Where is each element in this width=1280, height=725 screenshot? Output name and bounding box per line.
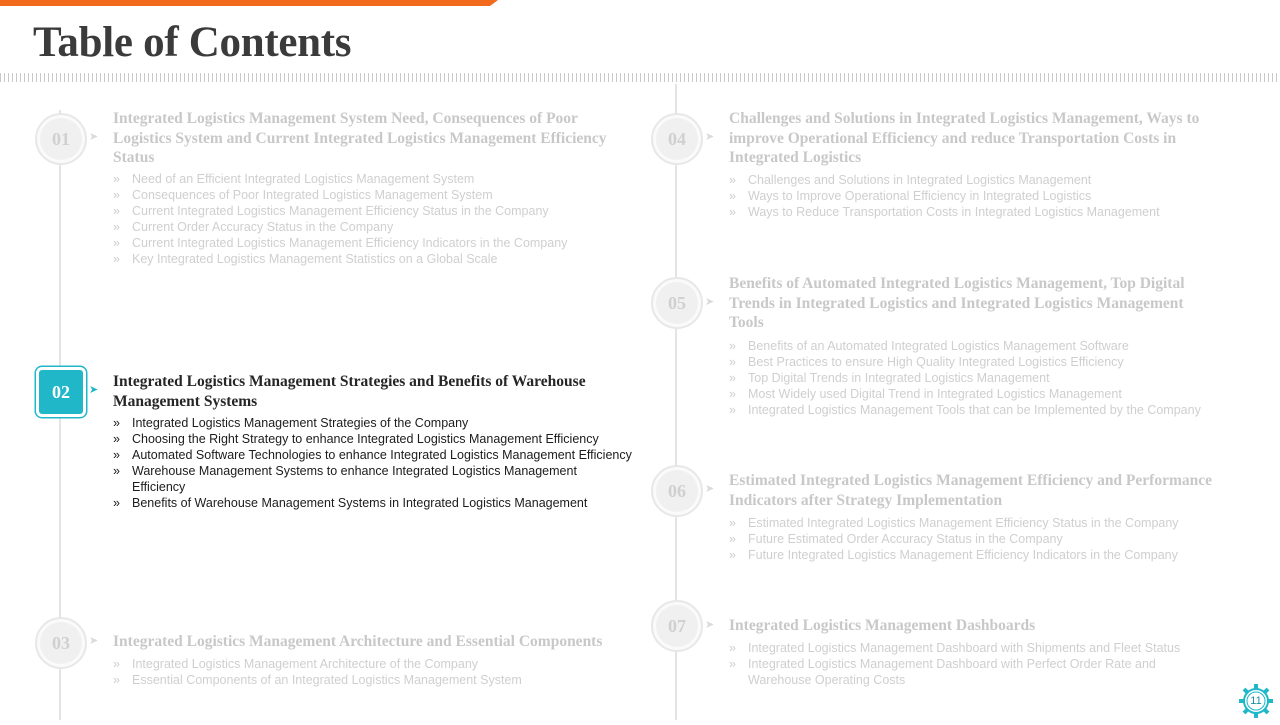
section-number-badge: 06 bbox=[651, 465, 703, 517]
section-number-badge-active: 02 bbox=[36, 367, 86, 417]
list-item[interactable]: » Current Integrated Logistics Management Efficiency Indicators in the Company bbox=[113, 235, 633, 251]
section-title[interactable]: Integrated Logistics Management Architecture and Essential Components bbox=[113, 633, 603, 650]
section-title[interactable]: Integrated Logistics Management Dashboards bbox=[729, 617, 1036, 634]
list-item[interactable]: » Current Order Accuracy Status in the Company bbox=[113, 219, 633, 235]
section-items bbox=[113, 171, 633, 267]
arrow-icon: ➤ bbox=[89, 384, 99, 396]
list-item[interactable]: » Choosing the Right Strategy to enhance Integrated Logistics Management Efficiency bbox=[113, 431, 633, 447]
arrow-icon: ➤ bbox=[705, 131, 715, 143]
page-number-badge bbox=[1237, 682, 1275, 720]
section-items bbox=[729, 515, 1249, 563]
list-item[interactable]: » Automated Software Technologies to enhance Integrated Logistics Management Efficiency bbox=[113, 447, 633, 463]
list-item[interactable]: » Integrated Logistics Management Dashboard with Shipments and Fleet Status bbox=[729, 640, 1199, 656]
top-accent-bar bbox=[0, 0, 490, 6]
list-item[interactable]: » Benefits of an Automated Integrated Logistics Management Software bbox=[729, 338, 1249, 354]
list-item[interactable]: » Key Integrated Logistics Management Statistics on a Global Scale bbox=[113, 251, 633, 267]
list-item[interactable]: » Integrated Logistics Management Dashboard with Perfect Order Rate and Warehouse Operating Costs bbox=[729, 656, 1199, 688]
section-title[interactable]: Benefits of Automated Integrated Logistics Management, Top Digital Trends in Integrated Logistics and Integrated Logistics Management Tools bbox=[729, 275, 1185, 331]
list-item[interactable]: » Consequences of Poor Integrated Logistics Management System bbox=[113, 187, 633, 203]
section-items-active bbox=[113, 415, 633, 511]
section-items bbox=[729, 172, 1249, 220]
list-item[interactable]: » Current Integrated Logistics Management Efficiency Status in the Company bbox=[113, 203, 633, 219]
list-item[interactable]: » Top Digital Trends in Integrated Logistics Management bbox=[729, 370, 1249, 386]
list-item[interactable]: » Integrated Logistics Management Architecture of the Company bbox=[113, 656, 633, 672]
list-item[interactable]: » Estimated Integrated Logistics Management Efficiency Status in the Company bbox=[729, 515, 1249, 531]
header-divider bbox=[0, 73, 1280, 82]
page-title: Table of Contents bbox=[33, 19, 352, 66]
arrow-icon: ➤ bbox=[89, 131, 99, 143]
arrow-icon: ➤ bbox=[705, 296, 715, 308]
list-item[interactable]: » Warehouse Management Systems to enhance Integrated Logistics Management Efficiency bbox=[113, 463, 633, 495]
list-item[interactable]: » Most Widely used Digital Trend in Integrated Logistics Management bbox=[729, 386, 1249, 402]
list-item[interactable]: » Ways to Reduce Transportation Costs in Integrated Logistics Management bbox=[729, 204, 1249, 220]
section-number-badge: 07 bbox=[651, 600, 703, 652]
list-item[interactable]: » Essential Components of an Integrated Logistics Management System bbox=[113, 672, 633, 688]
section-items bbox=[113, 656, 633, 688]
arrow-icon: ➤ bbox=[705, 619, 715, 631]
list-item[interactable]: » Benefits of Warehouse Management Systems in Integrated Logistics Management bbox=[113, 495, 633, 511]
section-title-active[interactable]: Integrated Logistics Management Strategies and Benefits of Warehouse Management Systems bbox=[113, 373, 586, 410]
page-number: 11 bbox=[1250, 695, 1262, 707]
list-item[interactable]: » Future Integrated Logistics Management Efficiency Indicators in the Company bbox=[729, 547, 1249, 563]
list-item[interactable]: » Integrated Logistics Management Tools that can be Implemented by the Company bbox=[729, 402, 1249, 418]
section-title[interactable]: Estimated Integrated Logistics Management Efficiency and Performance Indicators after Strategy Implementation bbox=[729, 472, 1212, 509]
arrow-icon: ➤ bbox=[705, 483, 715, 495]
list-item[interactable]: » Ways to Improve Operational Efficiency in Integrated Logistics bbox=[729, 188, 1249, 204]
list-item[interactable]: » Future Estimated Order Accuracy Status in the Company bbox=[729, 531, 1249, 547]
list-item[interactable]: » Challenges and Solutions in Integrated Logistics Management bbox=[729, 172, 1249, 188]
section-number-badge: 05 bbox=[651, 277, 703, 329]
list-item[interactable]: » Best Practices to ensure High Quality Integrated Logistics Efficiency bbox=[729, 354, 1249, 370]
section-items bbox=[729, 338, 1249, 418]
section-number-badge: 01 bbox=[35, 113, 87, 165]
list-item[interactable]: » Need of an Efficient Integrated Logistics Management System bbox=[113, 171, 633, 187]
section-items bbox=[729, 640, 1199, 688]
section-number-badge: 04 bbox=[651, 113, 703, 165]
section-title[interactable]: Challenges and Solutions in Integrated Logistics Management, Ways to improve Operational Efficiency and reduce Transportation Costs in Integrated Logistics bbox=[729, 110, 1200, 166]
section-number-badge: 03 bbox=[35, 617, 87, 669]
arrow-icon: ➤ bbox=[89, 635, 99, 647]
list-item[interactable]: » Integrated Logistics Management Strategies of the Company bbox=[113, 415, 633, 431]
section-title[interactable]: Integrated Logistics Management System Need, Consequences of Poor Logistics System and Current Integrated Logistics Management Efficiency Status bbox=[113, 110, 607, 166]
